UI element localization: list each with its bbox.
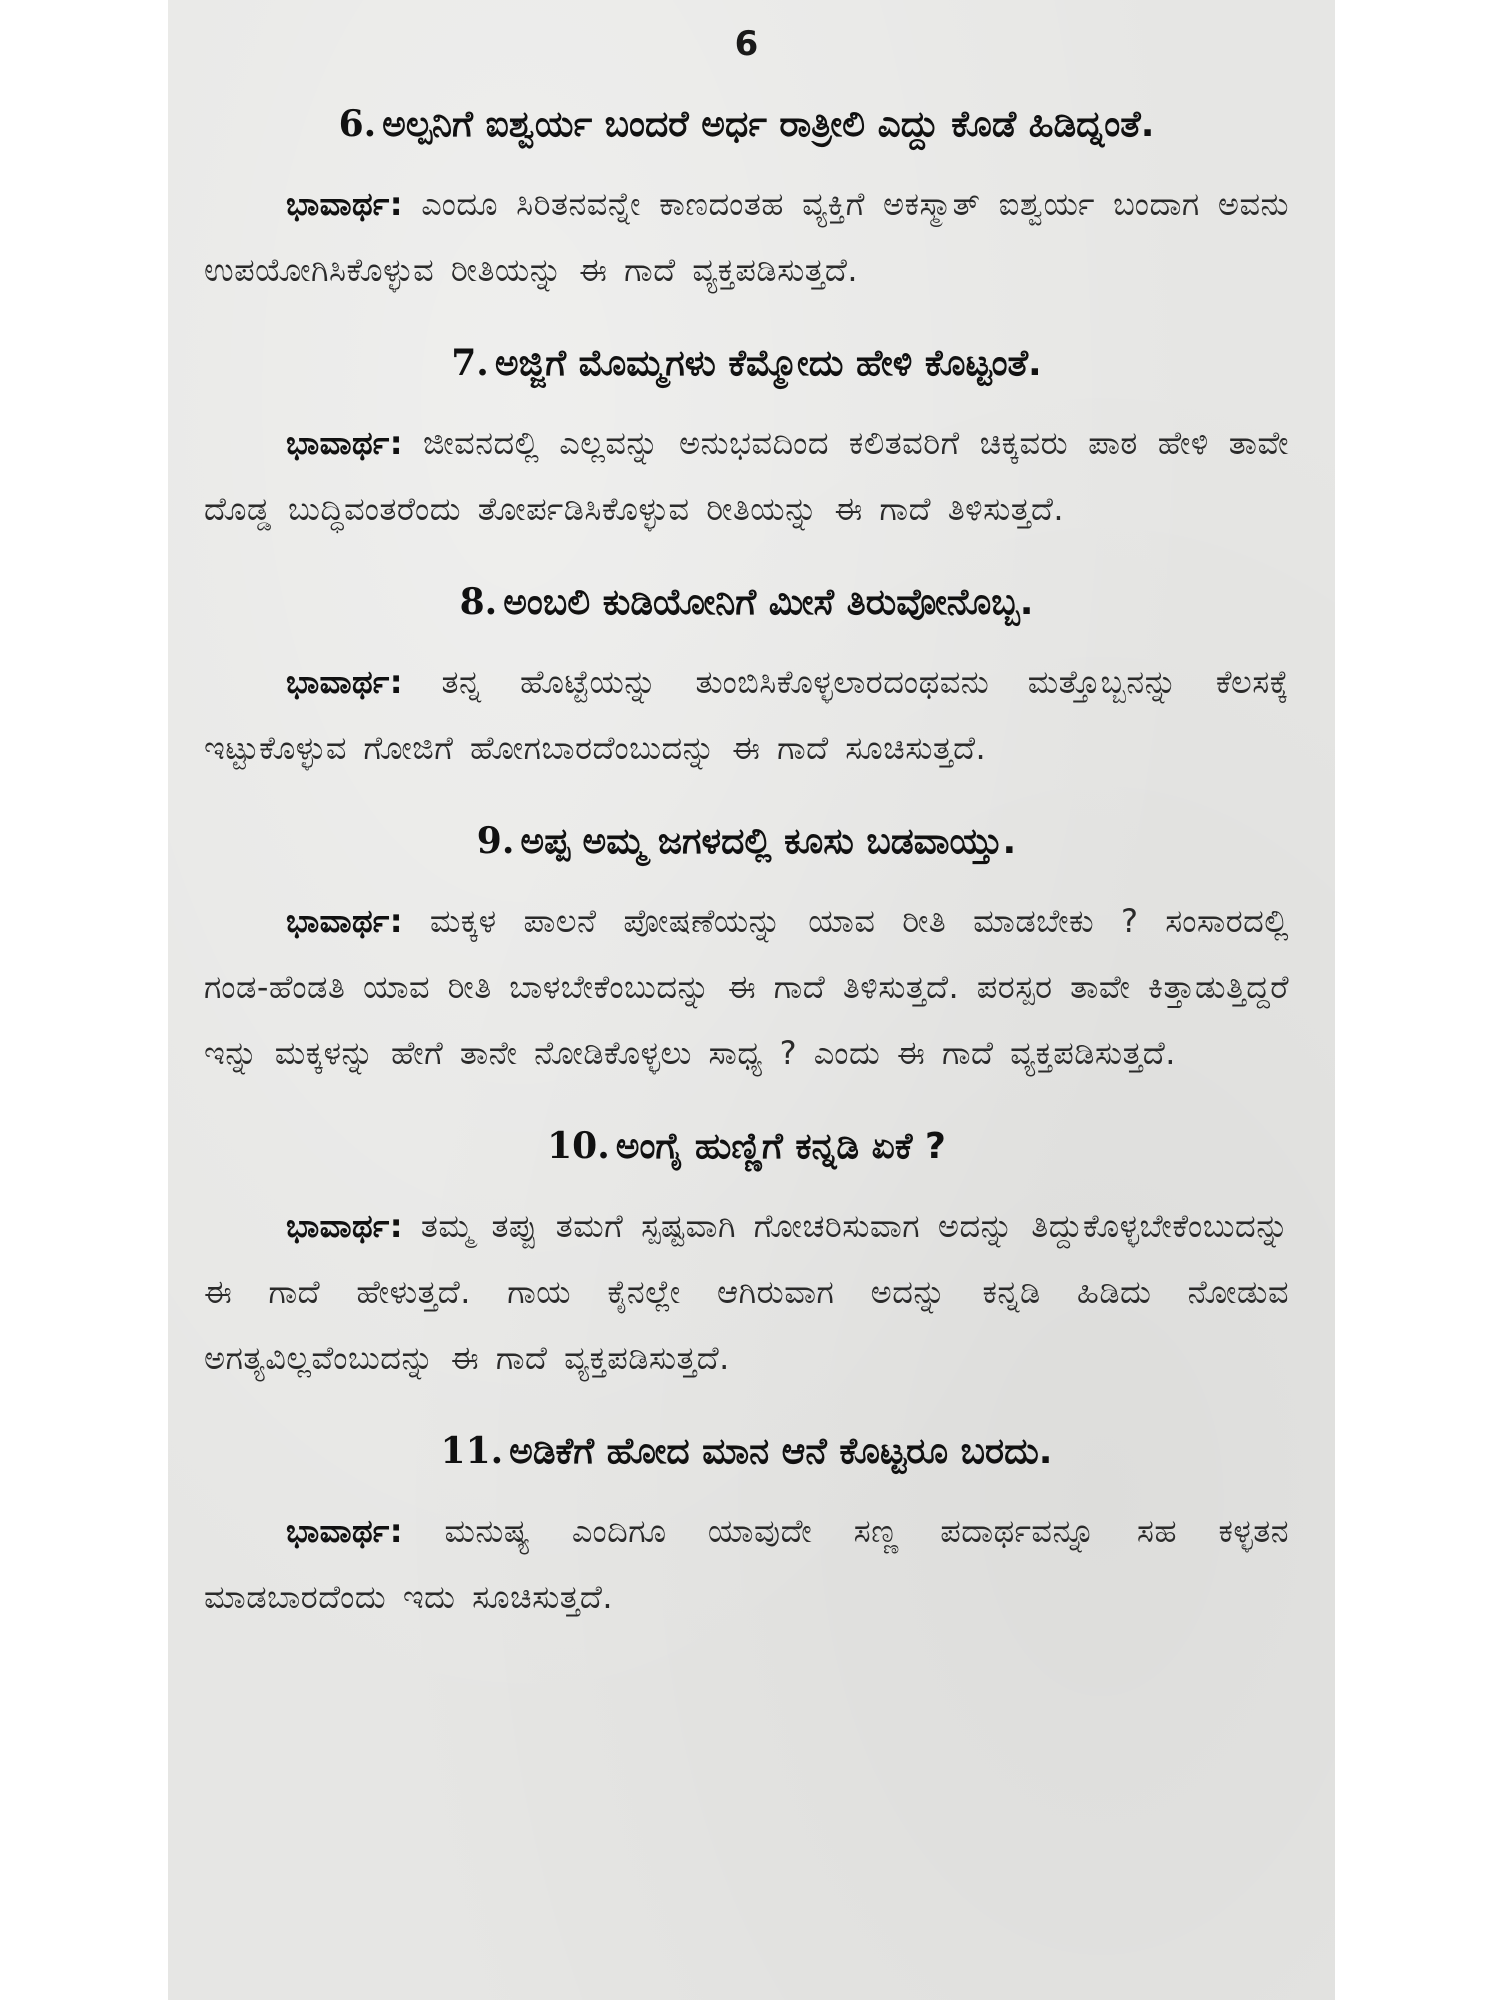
meaning-text: ಮನುಷ್ಯ ಎಂದಿಗೂ ಯಾವುದೇ ಸಣ್ಣ ಪದಾರ್ಥವನ್ನೂ ಸಹ ಕಳ್ಳತನ ಮಾಡಬಾರದೆಂದು ಇದು ಸೂಚಿಸುತ್ತದೆ.: [204, 1512, 1289, 1616]
meaning-text: ತನ್ನ ಹೊಟ್ಟೆಯನ್ನು ತುಂಬಿಸಿಕೊಳ್ಳಲಾರದಂಥವನು ಮತ್ತೊಬ್ಬನನ್ನು ಕೆಲಸಕ್ಕೆ ಇಟ್ಟುಕೊಳ್ಳುವ ಗೋಜಿಗೆ ಹೋಗಬಾರದೆಂಬುದನ್ನು ಈ ಗಾದೆ ಸೂಚಿಸುತ್ತದೆ.: [204, 663, 1289, 767]
proverb-title: [204, 1419, 1289, 1484]
proverb-meaning: [204, 649, 1289, 781]
proverb-10: [204, 1114, 1289, 1391]
meaning-label: ಭಾವಾರ್ಥ:: [286, 424, 404, 462]
meaning-text: ಮಕ್ಕಳ ಪಾಲನೆ ಪೋಷಣೆಯನ್ನು ಯಾವ ರೀತಿ ಮಾಡಬೇಕು ? ಸಂಸಾರದಲ್ಲಿ ಗಂಡ-ಹೆಂಡತಿ ಯಾವ ರೀತಿ ಬಾಳಬೇಕೆಂಬುದನ್ನು ಈ ಗಾದೆ ತಿಳಿಸುತ್ತದೆ. ಪರಸ್ಪರ ತಾವೇ ಕಿತ್ತಾಡುತ್ತಿದ್ದರೆ ಇನ್ನು ಮಕ್ಕಳನ್ನು ಹೇಗೆ ತಾನೇ ನೋಡಿಕೊಳ್ಳಲು ಸಾಧ್ಯ ? ಎಂದು ಈ ಗಾದೆ ವ್ಯಕ್ತಪಡಿಸುತ್ತದೆ.: [204, 902, 1290, 1072]
proverb-text: ಅಂಬಲಿ ಕುಡಿಯೋನಿಗೆ ಮೀಸೆ ತಿರುವೋನೊಬ್ಬ.: [503, 582, 1034, 623]
proverb-7: [204, 331, 1289, 542]
meaning-text: ಎಂದೂ ಸಿರಿತನವನ್ನೇ ಕಾಣದಂತಹ ವ್ಯಕ್ತಿಗೆ ಅಕಸ್ಮಾತ್ ಐಶ್ವರ್ಯ ಬಂದಾಗ ಅವನು ಉಪಯೋಗಿಸಿಕೊಳ್ಳುವ ರೀತಿಯನ್ನು ಈ ಗಾದೆ ವ್ಯಕ್ತಪಡಿಸುತ್ತದೆ.: [204, 185, 1289, 289]
meaning-text: ತಮ್ಮ ತಪ್ಪು ತಮಗೆ ಸ್ಪಷ್ಟವಾಗಿ ಗೋಚರಿಸುವಾಗ ಅದನ್ನು ತಿದ್ದುಕೊಳ್ಳಬೇಕೆಂಬುದನ್ನು ಈ ಗಾದೆ ಹೇಳುತ್ತದೆ. ಗಾಯ ಕೈನಲ್ಲೇ ಆಗಿರುವಾಗ ಅದನ್ನು ಕನ್ನಡಿ ಹಿಡಿದು ನೋಡುವ ಅಗತ್ಯವಿಲ್ಲವೆಂಬುದನ್ನು ಈ ಗಾದೆ ವ್ಯಕ್ತಪಡಿಸುತ್ತದೆ.: [204, 1207, 1289, 1377]
proverb-8: [204, 570, 1289, 781]
proverb-meaning: [204, 1498, 1289, 1630]
meaning-text: ಜೀವನದಲ್ಲಿ ಎಲ್ಲವನ್ನು ಅನುಭವದಿಂದ ಕಲಿತವರಿಗೆ ಚಿಕ್ಕವರು ಪಾಠ ಹೇಳಿ ತಾವೇ ದೊಡ್ಡ ಬುದ್ಧಿವಂತರೆಂದು ತೋರ್ಪಡಿಸಿಕೊಳ್ಳುವ ರೀತಿಯನ್ನು ಈ ಗಾದೆ ತಿಳಿಸುತ್ತದೆ.: [204, 424, 1289, 528]
proverb-6: [204, 92, 1289, 303]
book-page: [168, 0, 1335, 2000]
proverb-text: ಅಜ್ಜಿಗೆ ಮೊಮ್ಮಗಳು ಕೆಮ್ಮೋದು ಹೇಳಿ ಕೊಟ್ಟಂತೆ.: [494, 343, 1042, 384]
proverb-number: 6.: [338, 103, 377, 145]
proverb-meaning: [204, 1193, 1289, 1391]
proverb-number: 8.: [459, 581, 498, 623]
page-number: 6: [734, 24, 759, 64]
proverb-11: [204, 1419, 1289, 1630]
proverb-title: [204, 92, 1289, 157]
proverb-title: [204, 331, 1289, 396]
proverb-number: 9.: [476, 820, 515, 862]
proverb-text: ಅಡಿಕೆಗೆ ಹೋದ ಮಾನ ಆನೆ ಕೊಟ್ಟರೂ ಬರದು.: [509, 1431, 1053, 1472]
meaning-label: ಭಾವಾರ್ಥ:: [286, 663, 404, 701]
proverb-title: [204, 809, 1289, 874]
meaning-label: ಭಾವಾರ್ಥ:: [286, 902, 404, 940]
proverb-meaning: [204, 171, 1289, 303]
proverb-number: 7.: [451, 342, 489, 384]
proverb-text: ಅಲ್ಪನಿಗೆ ಐಶ್ವರ್ಯ ಬಂದರೆ ಅರ್ಧ ರಾತ್ರೀಲಿ ಎದ್ದು ಕೊಡೆ ಹಿಡಿದ್ನಂತೆ.: [382, 104, 1155, 145]
proverb-text: ಅಪ್ಪ ಅಮ್ಮ ಜಗಳದಲ್ಲಿ ಕೂಸು ಬಡವಾಯ್ತು.: [520, 821, 1017, 862]
proverb-9: [204, 809, 1289, 1086]
proverb-number: 10.: [547, 1125, 610, 1167]
meaning-label: ಭಾವಾರ್ಥ:: [286, 185, 404, 223]
proverb-number: 11.: [440, 1430, 504, 1472]
proverb-text: ಅಂಗೈ ಹುಣ್ಣಿಗೆ ಕನ್ನಡಿ ಏಕೆ ?: [615, 1126, 946, 1167]
proverb-title: [204, 570, 1289, 635]
proverb-meaning: [204, 888, 1289, 1086]
proverb-meaning: [204, 410, 1289, 542]
proverb-title: [204, 1114, 1289, 1179]
meaning-label: ಭಾವಾರ್ಥ:: [286, 1207, 404, 1245]
meaning-label: ಭಾವಾರ್ಥ:: [286, 1512, 404, 1550]
